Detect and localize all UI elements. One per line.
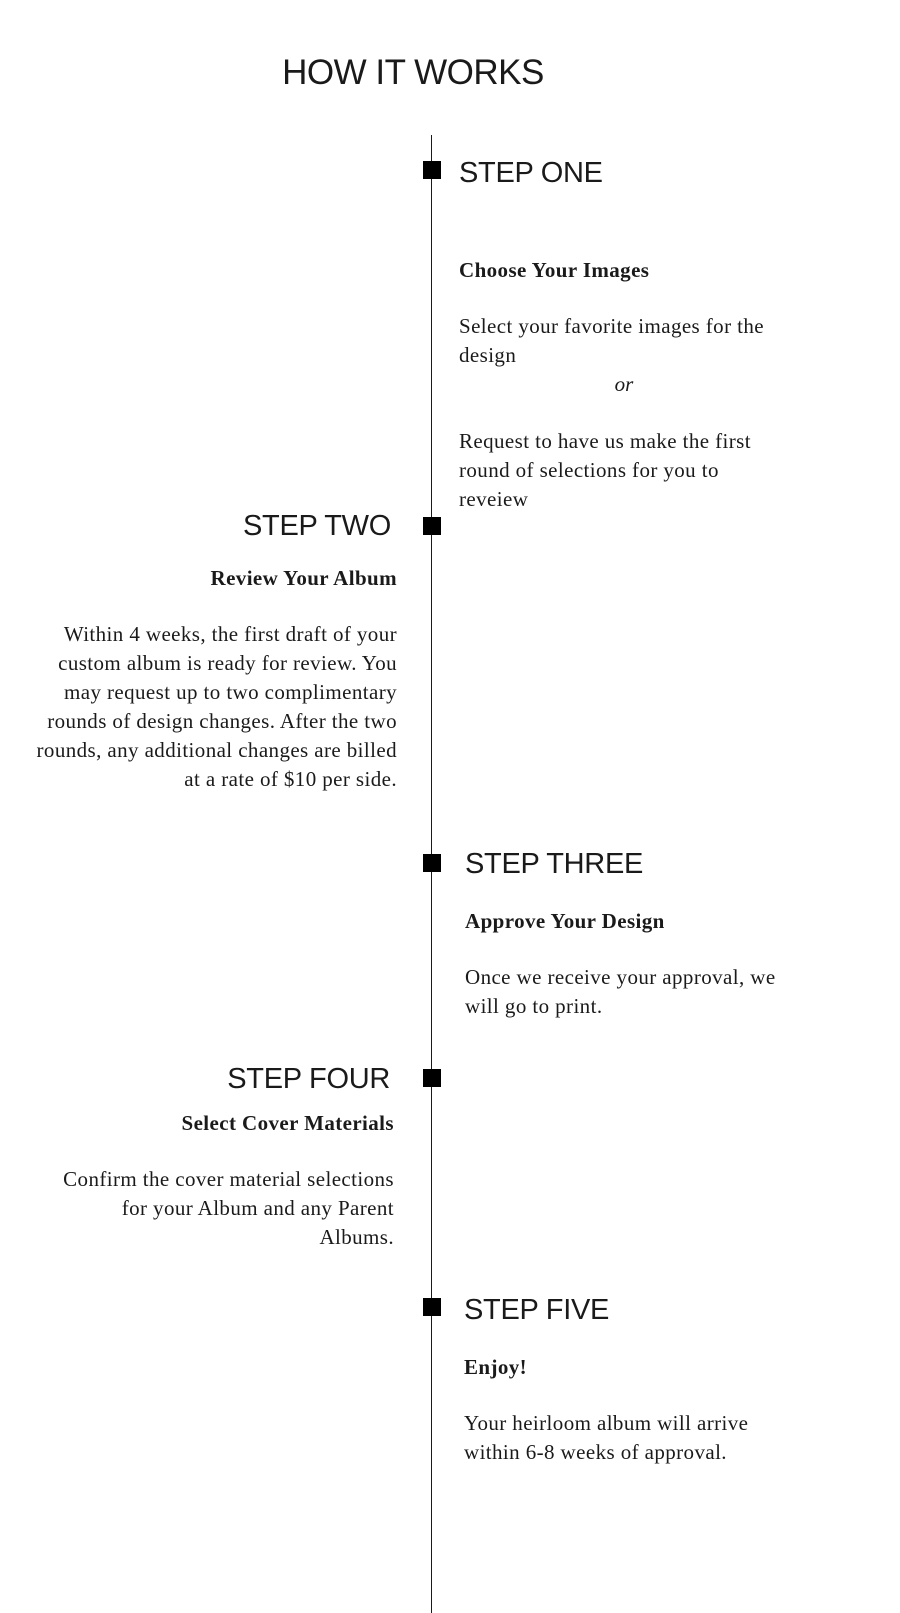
- step-four: [60, 1061, 394, 1252]
- step-five-heading: STEP FIVE: [464, 1294, 610, 1326]
- step-two-heading: STEP TWO: [243, 510, 391, 542]
- step-four-subtitle: Select Cover Materials: [181, 1111, 394, 1135]
- timeline-marker-step-three: [423, 854, 441, 872]
- step-four-body: Confirm the cover material selections for your Album and any Parent Albums.: [63, 1167, 394, 1249]
- step-one-subtitle: Choose Your Images: [459, 258, 650, 282]
- timeline-marker-step-two: [423, 517, 441, 535]
- step-three: [465, 846, 805, 1021]
- step-one-heading: STEP ONE: [459, 157, 603, 189]
- step-one-body-2: Request to have us make the first round of selections for you to reveiew: [459, 429, 751, 511]
- timeline-marker-step-four: [423, 1069, 441, 1087]
- step-three-heading: STEP THREE: [465, 848, 644, 880]
- step-three-body: Once we receive your approval, we will go to print.: [465, 965, 776, 1018]
- step-five-body: Your heirloom album will arrive within 6-8 weeks of approval.: [464, 1411, 749, 1464]
- step-one-body-1: Select your favorite images for the design: [459, 314, 764, 367]
- step-five: [464, 1292, 814, 1467]
- timeline-marker-step-one: [423, 161, 441, 179]
- step-one: [459, 155, 799, 514]
- page-title: HOW IT WORKS: [282, 53, 544, 92]
- timeline-marker-step-five: [423, 1298, 441, 1316]
- step-one-or: or: [614, 372, 634, 396]
- step-five-subtitle: Enjoy!: [464, 1355, 528, 1379]
- step-three-subtitle: Approve Your Design: [465, 909, 665, 933]
- step-two-subtitle: Review Your Album: [210, 566, 397, 590]
- step-four-heading: STEP FOUR: [227, 1063, 390, 1095]
- timeline-line: [431, 135, 432, 1613]
- step-two: [30, 508, 397, 794]
- step-two-body: Within 4 weeks, the first draft of your custom album is ready for review. You may request up to two complimentary rounds of design changes. After the two rounds, any additional changes are billed at a rate of $10 per side.: [36, 622, 397, 791]
